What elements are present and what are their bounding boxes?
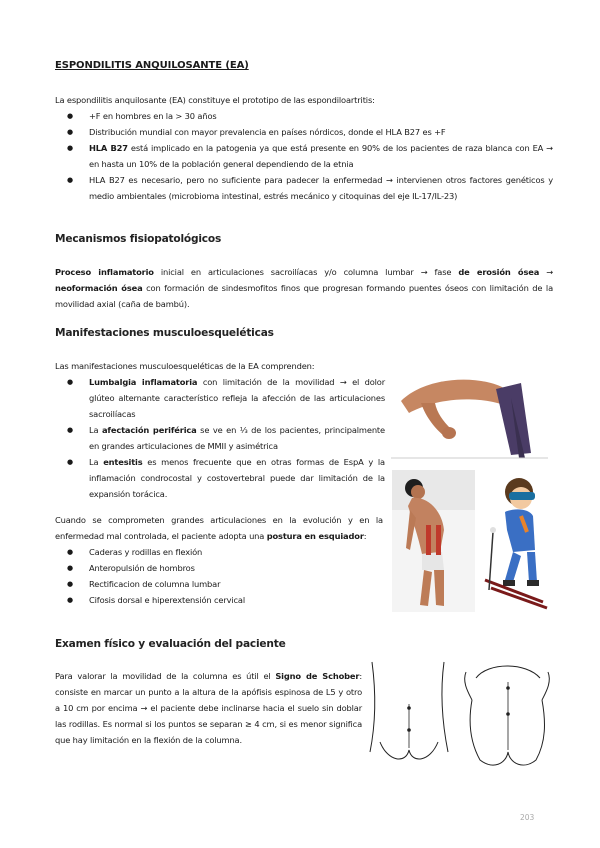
list-item: ● Distribución mundial con mayor prevalencia en países nórdicos, donde el HLA B27 es +F [55,124,553,140]
ski-posture-patient-photo [392,470,475,612]
page-number: 203 [520,813,535,822]
list-item: ● Cifosis dorsal e hiperextensión cervical [55,592,383,608]
list-item: ● +F en hombres en la > 30 años [55,108,553,124]
page-title: ESPONDILITIS ANQUILOSANTE (EA) [55,60,249,71]
section-heading-mecanismos: Mecanismos fisiopatológicos [55,233,222,245]
manifestaciones-block [55,358,385,502]
posture-paragraph: Cuando se comprometen grandes articulaciones en la evolución y en la enfermedad mal controlada, el paciente adopta una postura en esquiador: [55,515,383,541]
manifestaciones-bullet-list [55,374,385,502]
list-item: ● HLA B27 es necesario, pero no suficiente para padecer la enfermedad → intervienen otros factores genéticos y medio ambientales (microbioma intestinal, estrés mecánico y citoquinas del eje IL-17/IL-23) [55,172,553,204]
schober-sign-illustration [368,652,554,772]
list-item: ● HLA B27 está implicado en la patogenia ya que está presente en 90% de los pacientes de raza blanca con EA → en hasta un 10% de la población general dependiendo de la etnia [55,140,553,172]
list-item: ● Lumbalgia inflamatoria con limitación de la movilidad → el dolor glúteo alternante característico refleja la afección de las articulaciones sacroilíacas [55,374,385,422]
section-heading-examen: Examen físico y evaluación del paciente [55,638,286,650]
list-item: ● Anteropulsión de hombros [55,560,383,576]
cartoon-skier-illustration [483,470,549,612]
list-item: ● La entesitis es menos frecuente que en otras formas de EspA y la inflamación condrocostal y costovertebral puede dar limitación de la expansión torácica. [55,454,385,502]
posture-block [55,512,383,608]
intro-bullet-list [55,108,553,204]
intro-paragraph: La espondilitis anquilosante (EA) constituye el prototipo de las espondiloartritis: [55,95,375,105]
list-item: ● Caderas y rodillas en flexión [55,544,383,560]
bending-patient-photo [391,363,548,463]
list-item: ● Rectificacion de columna lumbar [55,576,383,592]
manifestaciones-intro: Las manifestaciones musculoesqueléticas de la EA comprenden: [55,361,315,371]
schober-paragraph: Para valorar la movilidad de la columna es útil el Signo de Schober: consiste en marcar un punto a la altura de la apófisis espinosa de L5 y otro a 10 cm por encima → el paciente debe inclinarse hacia el suelo sin doblar las rodillas. Es normal si los puntos se separan ≥ 4 cm, si es menor significa que hay limitación en la flexión de la columna. [55,671,363,745]
section-heading-manifestaciones: Manifestaciones musculoesqueléticas [55,327,274,339]
intro-block [55,92,553,204]
list-item: ● La afectación periférica se ve en ⅓ de los pacientes, principalmente en grandes articulaciones de MMII y asimétrica [55,422,385,454]
mecanismos-paragraph: Proceso inflamatorio inicial en articulaciones sacroilíacas y/o columna lumbar → fase de erosión ósea → neoformación ósea con formación de sindesmofitos finos que progresan formando puentes óseos con limitación de la movilidad axial (caña de bambú). [55,267,554,309]
posture-bullet-list [55,544,383,608]
